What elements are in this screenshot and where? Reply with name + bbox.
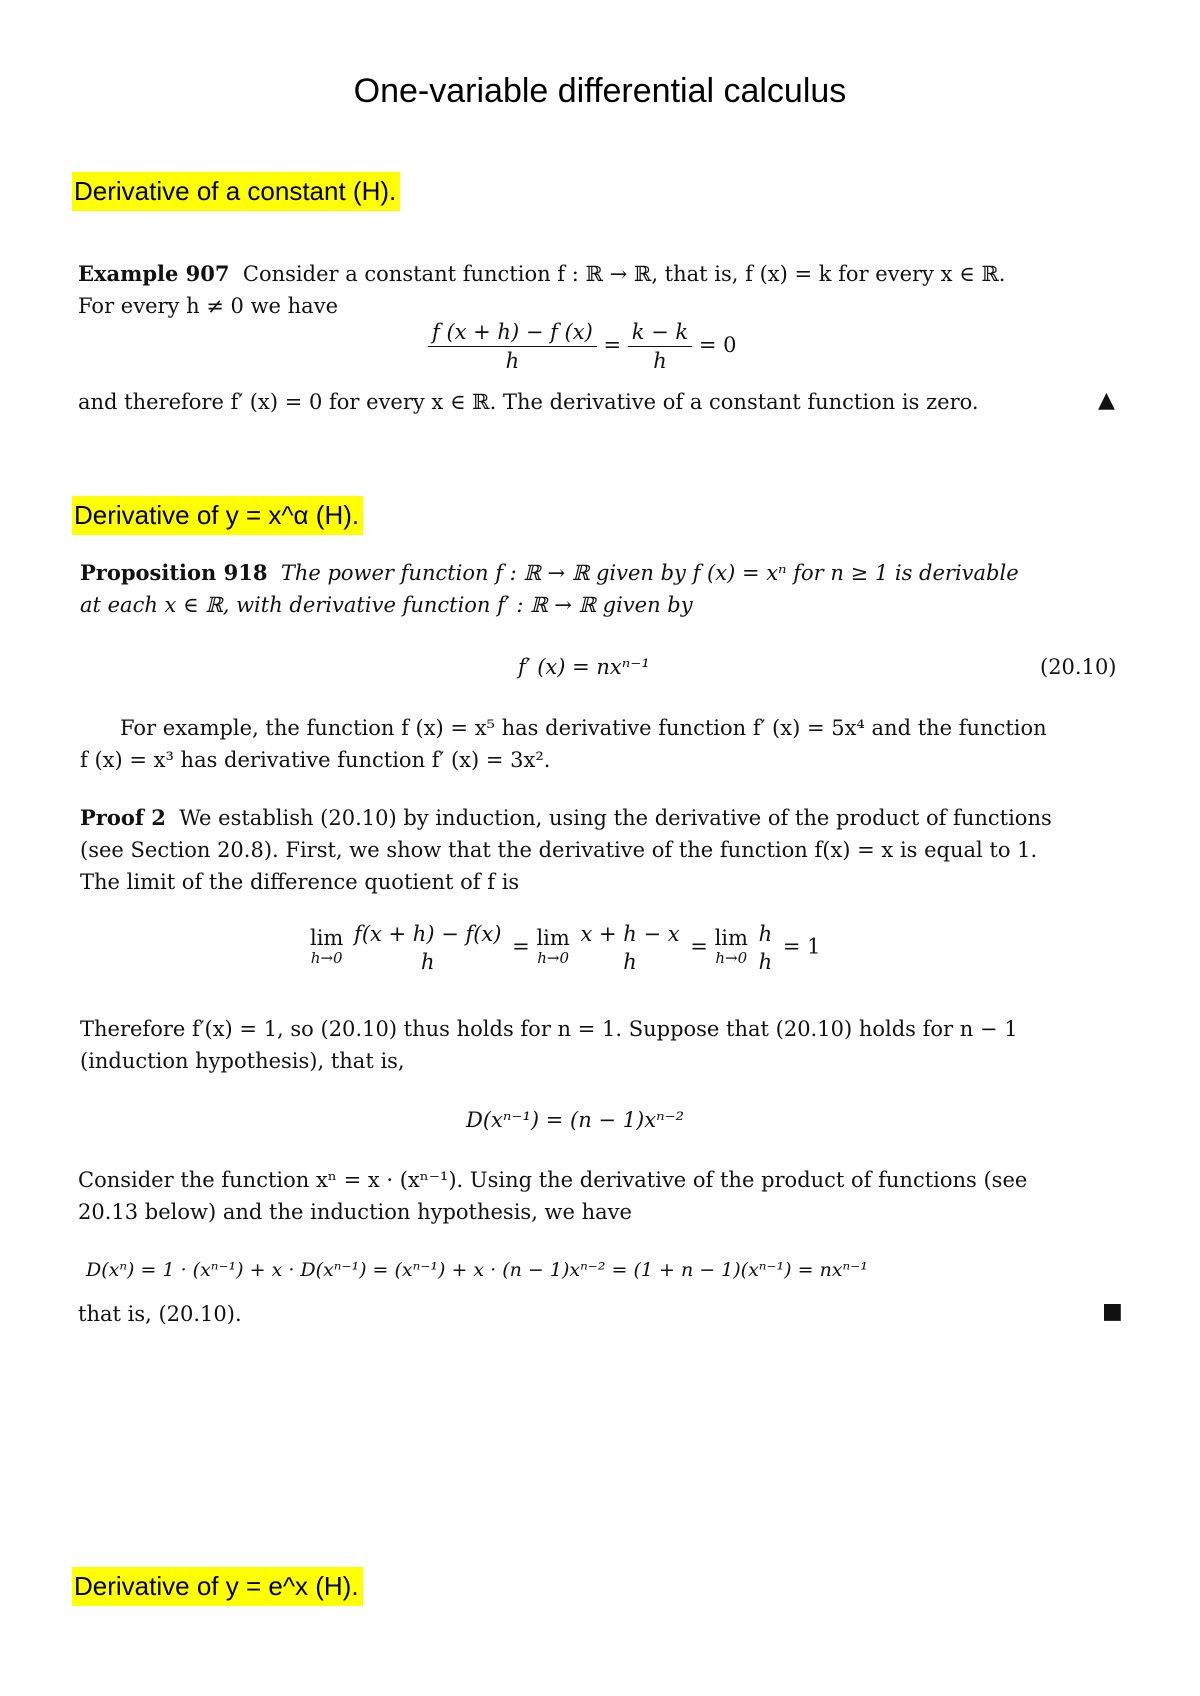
example-end-triangle-icon: ▲ — [1098, 388, 1115, 413]
therefore-line1: Therefore f′(x) = 1, so (20.10) thus holds for n = 1. Suppose that (20.10) holds for n − 1 — [80, 1017, 1018, 1041]
proposition-918-line2: at each x ∈ ℝ, with derivative function f′ : ℝ → ℝ given by — [80, 593, 693, 617]
limit-2 — [536, 928, 569, 968]
example-line1: For example, the function f (x) = x⁵ has derivative function f′ (x) = 5x⁴ and the function — [120, 716, 1047, 740]
section-heading-power: Derivative of y = x^α (H). — [72, 496, 363, 535]
proposition-text: The power function f : ℝ → ℝ given by f (x) = xⁿ for n ≥ 1 is derivable — [280, 561, 1019, 585]
section-heading-exp: Derivative of y = e^x (H). — [72, 1567, 363, 1606]
proof-2-line1 — [80, 802, 1052, 834]
limit-fraction-1 — [350, 920, 505, 976]
limit-fraction-2 — [577, 920, 684, 976]
fraction-2-numerator: k − k — [628, 318, 692, 347]
limit-fraction-1-numerator: f(x + h) − f(x) — [354, 922, 502, 946]
limit-2-word: lim — [536, 926, 570, 950]
fraction-2-denominator: h — [653, 349, 667, 373]
qed-square-icon: ■ — [1102, 1299, 1123, 1324]
fraction-1-denominator: h — [505, 349, 520, 373]
limit-fraction-3 — [755, 920, 777, 976]
limit-3-subscript: h→0 — [715, 949, 748, 967]
limit-fraction-3-numerator: h — [758, 922, 773, 946]
proof-2-line3: The limit of the difference quotient of f is — [80, 870, 520, 894]
limit-fraction-2-numerator: x + h − x — [580, 922, 680, 946]
induction-hypothesis-formula: D(xⁿ⁻¹) = (n − 1)xⁿ⁻² — [466, 1108, 685, 1132]
page-title: One-variable differential calculus — [353, 72, 847, 110]
example-907-line1 — [78, 258, 1005, 290]
power-rule-formula: f′ (x) = nxⁿ⁻¹ — [518, 655, 650, 679]
limit-3-word: lim — [714, 926, 748, 950]
limit-3 — [715, 928, 748, 968]
proof-2-line2: (see Section 20.8). First, we show that the derivative of the function f(x) = x is equal to 1. — [80, 838, 1038, 862]
limit-fraction-1-denominator: h — [420, 950, 435, 974]
product-rule-derivation: D(xⁿ) = 1 · (xⁿ⁻¹) + x · D(xⁿ⁻¹) = (xⁿ⁻¹) + x · (n − 1)xⁿ⁻² = (1 + n − 1)(xⁿ⁻¹) = nxⁿ⁻¹ — [86, 1259, 868, 1281]
section-heading-constant: Derivative of a constant (H). — [72, 172, 400, 211]
example-907-line2: For every h ≠ 0 we have — [78, 294, 338, 318]
equation-tag-20-10: (20.10) — [1040, 655, 1117, 679]
limit-equals-2: = — [690, 934, 708, 959]
proposition-918-line1 — [80, 557, 1019, 589]
example-text: Consider a constant function f : ℝ → ℝ, that is, f (x) = k for every x ∈ ℝ. — [242, 262, 1006, 286]
proposition-label: Proposition 918 — [80, 560, 268, 585]
example-907-line3: and therefore f′ (x) = 0 for every x ∈ ℝ. The derivative of a constant function is zero. — [78, 390, 979, 414]
limit-fraction-2-denominator: h — [623, 950, 637, 974]
limit-2-subscript: h→0 — [537, 949, 570, 967]
proof-text: We establish (20.10) by induction, using the derivative of the product of functions — [179, 806, 1052, 830]
fraction-1-numerator: f (x + h) − f (x) — [428, 318, 597, 347]
limit-1-word: lim — [310, 926, 344, 950]
equation-result: = 0 — [698, 333, 737, 357]
limit-equals-1: = — [512, 934, 530, 959]
limit-equation — [310, 920, 821, 976]
consider-line2: 20.13 below) and the induction hypothesis, we have — [78, 1200, 632, 1224]
example-line2: f (x) = x³ has derivative function f′ (x) = 3x². — [80, 748, 551, 772]
limit-1 — [310, 928, 343, 968]
equals-sign: = — [603, 333, 622, 357]
difference-quotient-equation — [428, 318, 737, 375]
limit-fraction-3-denominator: h — [758, 950, 773, 974]
consider-line1: Consider the function xⁿ = x · (xⁿ⁻¹). Using the derivative of the product of functions (see — [78, 1168, 1028, 1192]
fraction-1 — [428, 318, 597, 375]
proof-label: Proof 2 — [80, 805, 166, 830]
therefore-line2: (induction hypothesis), that is, — [80, 1049, 405, 1073]
proof-final-line: that is, (20.10). — [78, 1302, 242, 1326]
limit-result: = 1 — [782, 934, 821, 959]
fraction-2 — [628, 318, 692, 375]
example-label: Example 907 — [78, 261, 230, 286]
limit-1-subscript: h→0 — [310, 949, 343, 967]
